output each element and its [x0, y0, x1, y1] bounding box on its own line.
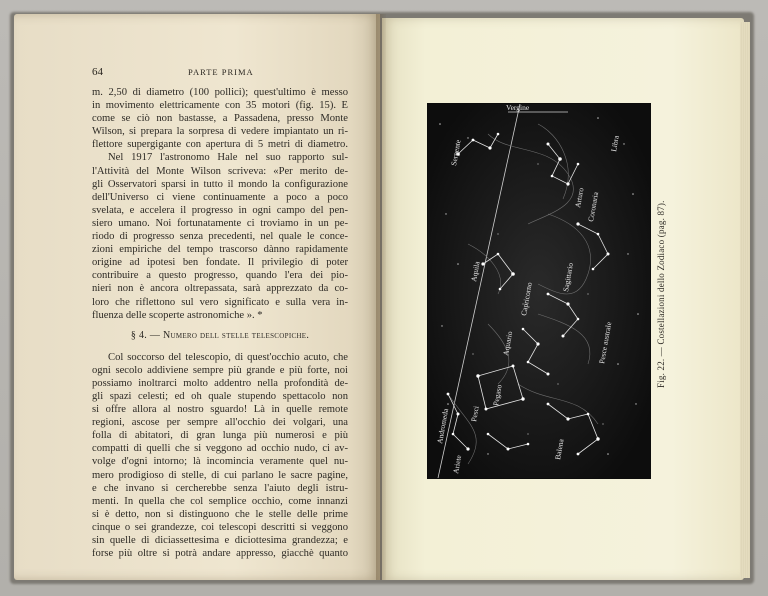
figure-caption: Fig. 22. — Costellazioni dello Zodiaco (pag. 87). — [656, 200, 666, 388]
text-line: sin quelle di diciassettesima e diciottesima grandezza; e — [92, 535, 348, 546]
label-serpente: Serpente — [449, 138, 463, 167]
text-line: flettore supergigante con apertura di 5 metri di diametro. — [92, 139, 348, 151]
text-line: come se ciò non bastasse, a Passadena, presso Monte — [92, 113, 348, 125]
text-line: volge d'ogni intorno; là incomincia veramente quel nu- — [92, 456, 348, 468]
star-map-illustration — [428, 104, 650, 478]
text-line: Nel 1917 l'astronomo Hale nel suo rapporto sul- — [108, 152, 348, 164]
text-line: menti. In quella che col semplice occhio, come innanzi — [92, 495, 348, 507]
label-libra: Libra — [609, 134, 621, 153]
text-line: possiamo inoltrarci molto addentro nella profondità de- — [92, 377, 348, 389]
label-vergine: Vergine — [506, 104, 530, 112]
label-aquila: Aquila — [469, 260, 482, 283]
text-line: riodo di progresso senza precedenti, nel quale le conce- — [92, 231, 348, 243]
text-line: regioni, ascose per sempre all'occhio dei volgari, una — [92, 417, 348, 429]
text-line: siero umano. Noi fortunatamente ci troviamo in un pe- — [92, 217, 348, 229]
text-line: svelata, e accelera il progresso in ogni campo del pen- — [92, 204, 348, 216]
label-pegaso: Pegaso — [491, 383, 504, 407]
section-heading: § 4. — Numero dell stelle telescopiche. — [130, 329, 310, 341]
text-line: nieri non è ancora oltrepassata, sarà apprezzato da co- — [92, 283, 348, 295]
book-gutter — [376, 14, 386, 580]
text-line: in movimento elettricamente con 35 motori (fig. 15). E — [92, 100, 348, 112]
text-line: loro che riflettono sul vero significato e sulla vera in- — [92, 296, 348, 308]
text-line: si offre allora al nostro sguardo! Là in quelle remote — [92, 404, 348, 416]
text-line: mero prodigioso di stelle, di cui parlano le sacre pagine, — [92, 469, 348, 481]
text-line: m. 2,50 di diametro (100 pollici); quest'ultimo è messo — [92, 87, 348, 98]
text-line: Col soccorso del telescopio, di quest'occhio acuto, che — [108, 351, 348, 363]
label-arturo: Arturo — [573, 187, 586, 209]
label-ariete: Ariete — [451, 454, 464, 475]
label-pesci: Pesci — [469, 405, 481, 423]
text-line: si è detto, non si distinguono che le stelle delle prime — [92, 508, 348, 520]
label-balena: Balena — [553, 438, 566, 461]
body-text — [92, 86, 348, 560]
text-line: gli Osservatori sparsi in tutto il mondo la configurazione — [92, 178, 348, 190]
label-capricorno: Capricorno — [519, 281, 534, 317]
text-line: compatti di quelli che si veggono ad occhio nudo, ci av- — [92, 443, 348, 455]
page-number: 64 — [92, 66, 103, 78]
text-line: e che invano si cercherebbe senza l'aiuto degli istru- — [92, 482, 348, 494]
text-line: origine ad ipotesi ben fondate. Il privilegio di poter — [92, 257, 348, 269]
text-line: Wilson, si prepara la sorpresa di vedere impiantato un ri- — [92, 126, 348, 138]
label-sagittario: Sagittario — [561, 262, 576, 293]
page-edges — [740, 22, 750, 578]
running-head: PARTE PRIMA — [188, 67, 254, 77]
label-pesce-australe: Pesce australe — [597, 321, 614, 365]
text-line: cinque o sei grandezze, coi telescopi descritti si veggono — [92, 521, 348, 533]
label-andromeda: Andromeda — [435, 407, 451, 445]
text-line: forse più oltre si potrà andare appresso, giacchè quanto — [92, 548, 348, 560]
text-line: folla di abitatori, di gran lunga più numerosi e più — [92, 430, 348, 442]
label-aquario: Aquario — [501, 330, 515, 357]
text-line: fluenza delle scoperte astronomiche ». * — [92, 309, 263, 321]
zodiac-constellation-plate — [428, 104, 650, 478]
text-line: contribuire a questo progresso, quando l'era dei pio- — [92, 270, 348, 282]
text-line: ogni secolo addiviene sempre più grande e più forte, noi — [92, 364, 348, 376]
text-line: zioni empiriche del tempo trascorso dànno rapidamente — [92, 244, 348, 256]
text-line: l'Attività del Monte Wilson scriveva: «Per merito de- — [92, 165, 348, 177]
label-coronaria: Coronaria — [586, 191, 601, 223]
text-line: gli spazi celesti; ed oh quale stupendo spettacolo non — [92, 390, 348, 402]
text-line: dell'Universo ci viene continuamente a poco a poco — [92, 191, 348, 203]
